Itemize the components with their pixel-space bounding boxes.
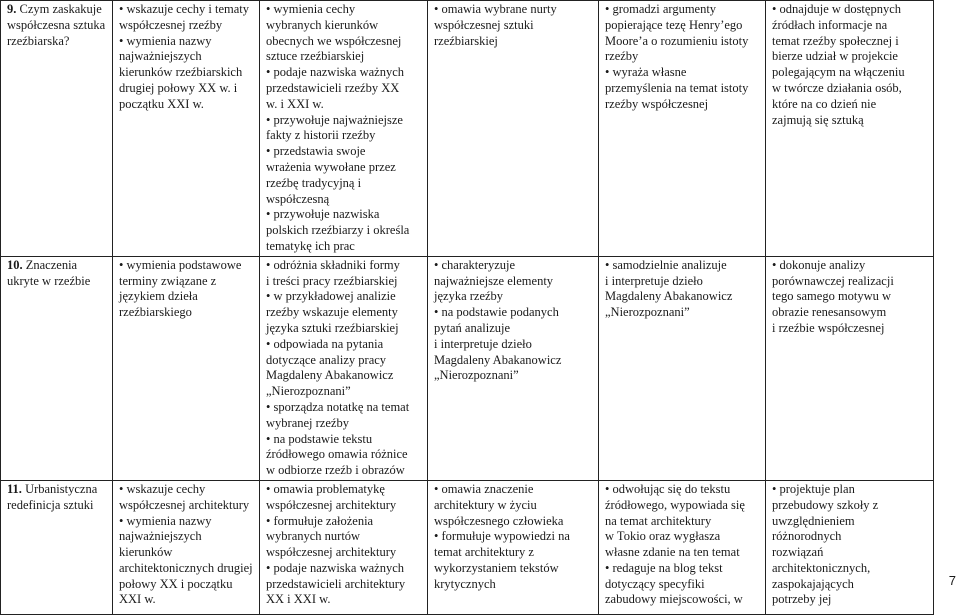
topic-number: 10.	[7, 257, 23, 272]
cell-line: • formułuje wypowiedzi na	[434, 529, 570, 544]
cell-line: współczesnej architektury	[266, 497, 397, 512]
cell-line: obecnych we współczesnej	[266, 33, 402, 48]
cell-line: współczesnego człowieka	[434, 513, 564, 528]
cell-line: języka sztuki rzeźbiarskiej	[266, 320, 399, 335]
cell-line: temat rzeźby społecznej i	[772, 33, 899, 48]
requirements-cell	[260, 480, 428, 614]
cell-line: • sporządza notatkę na temat	[266, 399, 410, 414]
topic-cell	[1, 256, 113, 480]
requirements-cell	[113, 480, 260, 614]
cell-line: XX i XXI w.	[266, 592, 331, 607]
cell-line: współczesną	[266, 191, 330, 206]
cell-line: źródłowego, wypowiada się	[605, 497, 745, 512]
cell-line: tego samego motywu w	[772, 289, 892, 304]
cell-line: temat architektury z	[434, 545, 534, 560]
cell-line: rzeźbiarskiego	[119, 305, 192, 320]
cell-line: • wymienia cechy	[266, 2, 356, 16]
topic-title: Urbanistyczna redefinicja sztuki	[7, 481, 98, 512]
requirements-cell	[599, 256, 766, 480]
cell-line: kierunków	[119, 545, 173, 560]
requirements-cell	[428, 1, 599, 257]
cell-line: połowy XX i początku	[119, 576, 233, 591]
cell-line: przemyślenia na temat istoty	[605, 80, 749, 95]
cell-line: „Nierozpoznani”	[434, 368, 519, 383]
cell-line: • przedstawia swoje	[266, 144, 366, 159]
cell-line: przedstawicieli rzeźby XX	[266, 80, 400, 95]
cell-line: Magdaleny Abakanowicz	[434, 352, 562, 367]
cell-line: sztuce rzeźbiarskiej	[266, 49, 365, 64]
cell-line: wybranych nurtów	[266, 529, 361, 544]
cell-line: • gromadzi argumenty	[605, 2, 717, 16]
table-row-9	[1, 1, 934, 257]
cell-line: obrazie renesansowym	[772, 305, 887, 320]
cell-line: początku XXI w.	[119, 96, 204, 111]
cell-line: • projektuje plan	[772, 481, 855, 496]
cell-line: w odbiorze rzeźb i obrazów	[266, 463, 405, 478]
cell-line: • na podstawie tekstu	[266, 431, 373, 446]
cell-line: • przywołuje najważniejsze	[266, 112, 403, 127]
cell-line: • wymienia podstawowe	[119, 257, 242, 272]
cell-line: tematykę ich prac	[266, 238, 355, 253]
cell-line: • w przykładowej analizie	[266, 289, 396, 304]
cell-line: bierze udział w projekcie	[772, 49, 898, 64]
cell-line: architektury w życiu	[434, 497, 537, 512]
cell-line: językiem dzieła	[119, 289, 198, 304]
topic-title: Znaczenia ukryte w rzeźbie	[7, 257, 91, 288]
cell-line: • wymienia nazwy	[119, 33, 212, 48]
cell-line: architektonicznych,	[772, 560, 871, 575]
cell-line: wrażenia wywołane przez	[266, 159, 396, 174]
cell-line: • podaje nazwiska ważnych	[266, 65, 405, 80]
page-number: 7	[948, 573, 956, 588]
cell-line: które na co dzień nie	[772, 96, 877, 111]
cell-line: „Nierozpoznani”	[266, 384, 351, 399]
cell-line: współczesnej architektury	[266, 545, 397, 560]
cell-line: polegającym na włączeniu	[772, 65, 905, 80]
cell-line: współczesnej rzeźby	[119, 17, 223, 32]
cell-line: • wskazuje cechy	[119, 481, 206, 496]
cell-line: porównawczej realizacji	[772, 273, 894, 288]
cell-line: • odróżnia składniki formy	[266, 257, 400, 272]
topic-cell	[1, 480, 113, 614]
cell-line: • przywołuje nazwiska	[266, 207, 380, 222]
requirements-cell	[260, 256, 428, 480]
cell-line: „Nierozpoznani”	[605, 305, 690, 320]
cell-line: i interpretuje dzieło	[434, 336, 532, 351]
cell-line: zabudowy miejscowości, w	[605, 592, 743, 607]
requirements-cell	[113, 256, 260, 480]
cell-line: polskich rzeźbiarzy i określa	[266, 223, 410, 238]
cell-line: współczesnej architektury	[119, 497, 250, 512]
cell-line: w twórcze działania osób,	[772, 80, 902, 95]
cell-line: i interpretuje dzieło	[605, 273, 703, 288]
cell-line: Magdaleny Abakanowicz	[605, 289, 733, 304]
cell-line: rzeźbę tradycyjną i	[266, 175, 362, 190]
table-row-10	[1, 256, 934, 480]
cell-line: • redaguje na blog tekst	[605, 560, 723, 575]
requirements-cell	[428, 256, 599, 480]
cell-line: XXI w.	[119, 592, 156, 607]
cell-line: krytycznych	[434, 576, 496, 591]
cell-line: wybranych kierunków	[266, 17, 379, 32]
cell-line: wybranej rzeźby	[266, 415, 349, 430]
cell-line: terminy związane z	[119, 273, 217, 288]
cell-line: zajmują się sztuką	[772, 112, 864, 127]
cell-line: popierające tezę Henry’ego	[605, 17, 743, 32]
topic-title: Czym zaskakuje współczesna sztuka rzeźbiarska?	[7, 2, 106, 48]
cell-line: uwzględnieniem	[772, 513, 855, 528]
cell-line: w Tokio oraz wygłasza	[605, 529, 721, 544]
cell-line: dotyczący specyfiki	[605, 576, 705, 591]
table-row-11	[1, 480, 934, 614]
cell-line: • odpowiada na pytania	[266, 336, 384, 351]
cell-line: • samodzielnie analizuje	[605, 257, 727, 272]
cell-line: przedstawicieli architektury	[266, 576, 406, 591]
cell-line: • omawia problematykę	[266, 481, 385, 496]
cell-line: Moore’a o rozumieniu istoty	[605, 33, 749, 48]
cell-line: źródłach informacje na	[772, 17, 888, 32]
cell-line: fakty z historii rzeźby	[266, 128, 376, 143]
cell-line: i rzeźbie współczesnej	[772, 320, 885, 335]
cell-line: współczesnej sztuki	[434, 17, 534, 32]
cell-line: źródłowego omawia różnice	[266, 447, 408, 462]
cell-line: • dokonuje analizy	[772, 257, 866, 272]
cell-line: rzeźbiarskiej	[434, 33, 498, 48]
cell-line: w. i XXI w.	[266, 96, 324, 111]
cell-line: języka rzeźby	[434, 289, 504, 304]
cell-line: najważniejszych	[119, 529, 202, 544]
topic-number: 11.	[7, 481, 22, 496]
cell-line: • odwołując się do tekstu	[605, 481, 731, 496]
cell-line: • wyraża własne	[605, 65, 687, 80]
requirements-cell	[766, 256, 934, 480]
cell-line: potrzeby jej	[772, 592, 832, 607]
cell-line: • omawia wybrane nurty	[434, 2, 557, 16]
requirements-cell	[766, 1, 934, 257]
requirements-cell	[599, 1, 766, 257]
cell-line: • omawia znaczenie	[434, 481, 534, 496]
cell-line: rzeźby współczesnej	[605, 96, 709, 111]
requirements-cell	[260, 1, 428, 257]
requirements-cell	[113, 1, 260, 257]
cell-line: pytań analizuje	[434, 320, 511, 335]
cell-line: rozwiązań	[772, 545, 824, 560]
cell-line: i treści pracy rzeźbiarskiej	[266, 273, 398, 288]
cell-line: dotyczące analizy pracy	[266, 352, 387, 367]
cell-line: • podaje nazwiska ważnych	[266, 560, 405, 575]
cell-line: różnorodnych	[772, 529, 842, 544]
cell-line: przebudowy szkoły z	[772, 497, 879, 512]
cell-line: • wskazuje cechy i tematy	[119, 2, 250, 16]
cell-line: • na podstawie podanych	[434, 305, 559, 320]
cell-line: kierunków rzeźbiarskich	[119, 65, 243, 80]
cell-line: drugiej połowy XX w. i	[119, 80, 238, 95]
cell-line: • charakteryzuje	[434, 257, 516, 272]
requirements-cell	[766, 480, 934, 614]
cell-line: • odnajduje w dostępnych	[772, 2, 902, 16]
cell-line: Magdaleny Abakanowicz	[266, 368, 394, 383]
cell-line: na temat architektury	[605, 513, 712, 528]
requirements-cell	[428, 480, 599, 614]
cell-line: rzeźby wskazuje elementy	[266, 305, 398, 320]
topic-cell	[1, 1, 113, 257]
cell-line: architektonicznych drugiej	[119, 560, 253, 575]
cell-line: własne zdanie na ten temat	[605, 545, 740, 560]
cell-line: zaspokajających	[772, 576, 854, 591]
cell-line: wykorzystaniem tekstów	[434, 560, 559, 575]
requirements-cell	[599, 480, 766, 614]
cell-line: najważniejszych	[119, 49, 202, 64]
topic-number: 9.	[7, 2, 17, 16]
cell-line: rzeźby	[605, 49, 639, 64]
cell-line: • wymienia nazwy	[119, 513, 212, 528]
cell-line: • formułuje założenia	[266, 513, 374, 528]
cell-line: najważniejsze elementy	[434, 273, 554, 288]
